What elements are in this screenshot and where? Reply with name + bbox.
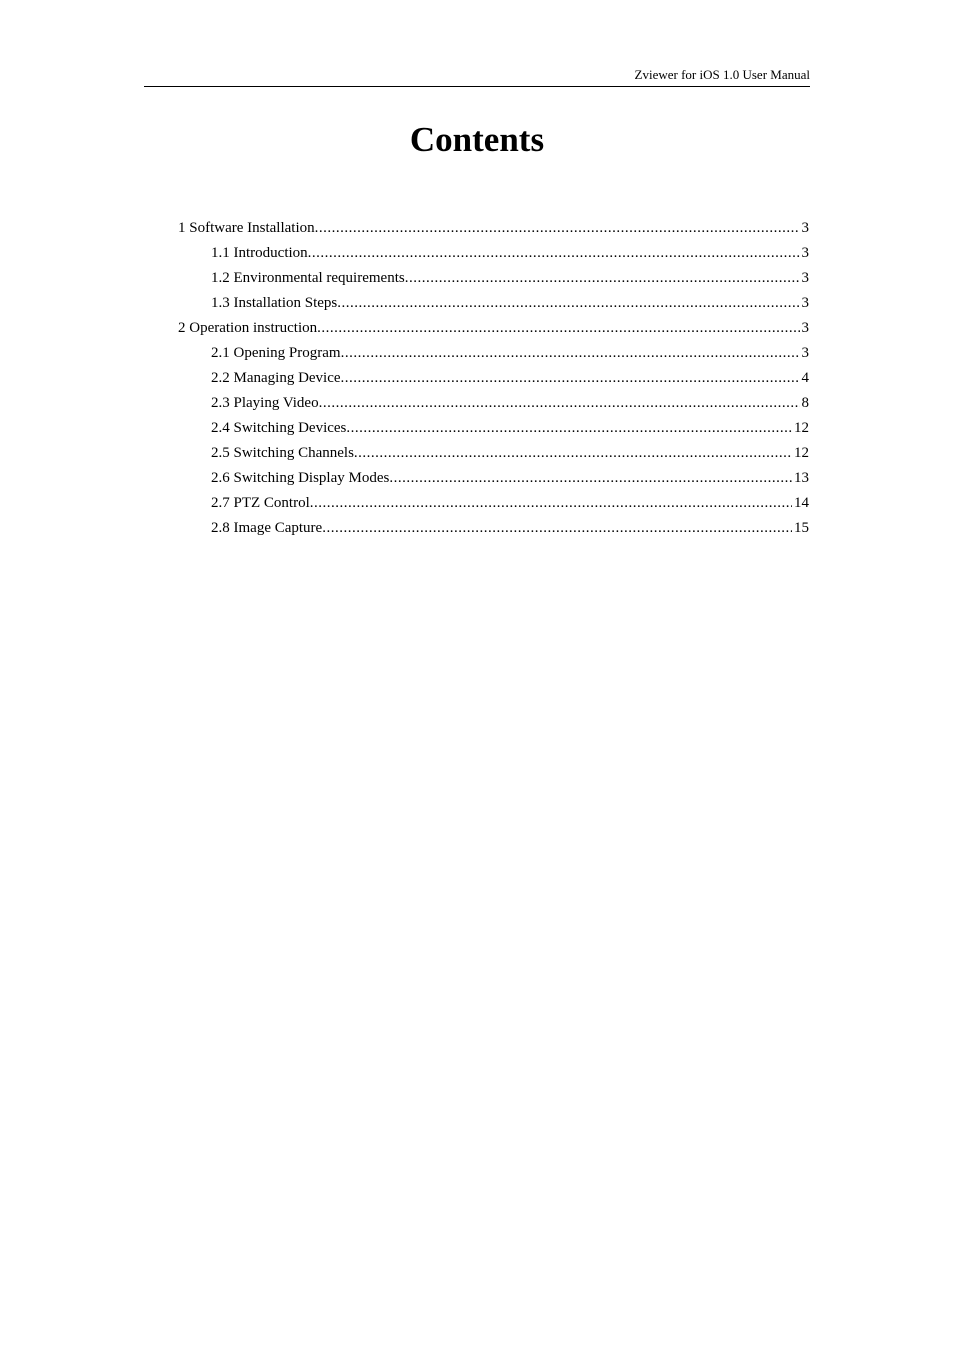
toc-entry[interactable]	[178, 241, 809, 266]
toc-entry[interactable]	[178, 491, 809, 516]
toc-entry-label: 1 Software Installation	[178, 220, 315, 236]
toc-entry[interactable]	[178, 391, 809, 416]
toc-entry-page-number: 3	[801, 245, 809, 261]
toc-entry-label: 2.1 Opening Program	[211, 345, 341, 361]
toc-entry-page-number: 14	[794, 495, 809, 511]
toc-entry-page-number: 3	[801, 295, 809, 311]
toc-entry[interactable]	[178, 366, 809, 391]
toc-entry-page-number: 3	[801, 345, 809, 361]
toc-dot-leader	[389, 466, 792, 491]
toc-entry[interactable]	[178, 266, 809, 291]
table-of-contents	[178, 216, 809, 541]
toc-entry-label: 1.3 Installation Steps	[211, 295, 338, 311]
toc-entry[interactable]	[178, 466, 809, 491]
toc-dot-leader	[354, 441, 792, 466]
toc-dot-leader	[346, 416, 792, 441]
toc-entry-label: 2.7 PTZ Control	[211, 495, 310, 511]
toc-dot-leader	[319, 391, 800, 416]
toc-entry[interactable]	[178, 291, 809, 316]
header-title: Zviewer for iOS 1.0 User Manual	[634, 67, 810, 82]
toc-entry[interactable]	[178, 216, 809, 241]
toc-entry-label: 2.5 Switching Channels	[211, 445, 354, 461]
toc-dot-leader	[322, 516, 792, 541]
toc-entry-label: 1.2 Environmental requirements	[211, 270, 405, 286]
toc-dot-leader	[405, 266, 800, 291]
page-header	[144, 66, 810, 87]
toc-entry-page-number: 4	[801, 370, 809, 386]
toc-dot-leader	[310, 491, 792, 516]
toc-entry-page-number: 12	[794, 445, 809, 461]
toc-dot-leader	[315, 216, 800, 241]
toc-entry-page-number: 3	[801, 220, 809, 236]
toc-entry-label: 2 Operation instruction	[178, 320, 318, 336]
toc-dot-leader	[341, 366, 800, 391]
page-title: Contents	[409, 120, 545, 159]
toc-entry[interactable]	[178, 416, 809, 441]
toc-entry-page-number: 15	[794, 520, 809, 536]
toc-entry-page-number: 8	[801, 395, 809, 411]
toc-entry-page-number: 12	[794, 420, 809, 436]
toc-entry-page-number: 3	[801, 320, 809, 336]
toc-dot-leader	[341, 341, 800, 366]
toc-entry-page-number: 13	[794, 470, 809, 486]
toc-dot-leader	[308, 241, 800, 266]
toc-entry-label: 2.2 Managing Device	[211, 370, 341, 386]
toc-entry-page-number: 3	[801, 270, 809, 286]
toc-entry[interactable]	[178, 341, 809, 366]
toc-entry-label: 2.3 Playing Video	[211, 395, 319, 411]
toc-entry[interactable]	[178, 516, 809, 541]
toc-entry-label: 2.8 Image Capture	[211, 520, 323, 536]
toc-entry[interactable]	[178, 441, 809, 466]
toc-entry-label: 2.4 Switching Devices	[211, 420, 347, 436]
toc-entry[interactable]	[178, 316, 809, 341]
toc-dot-leader	[337, 291, 799, 316]
toc-entry-label: 2.6 Switching Display Modes	[211, 470, 390, 486]
toc-entry-label: 1.1 Introduction	[211, 245, 308, 261]
toc-dot-leader	[317, 316, 799, 341]
